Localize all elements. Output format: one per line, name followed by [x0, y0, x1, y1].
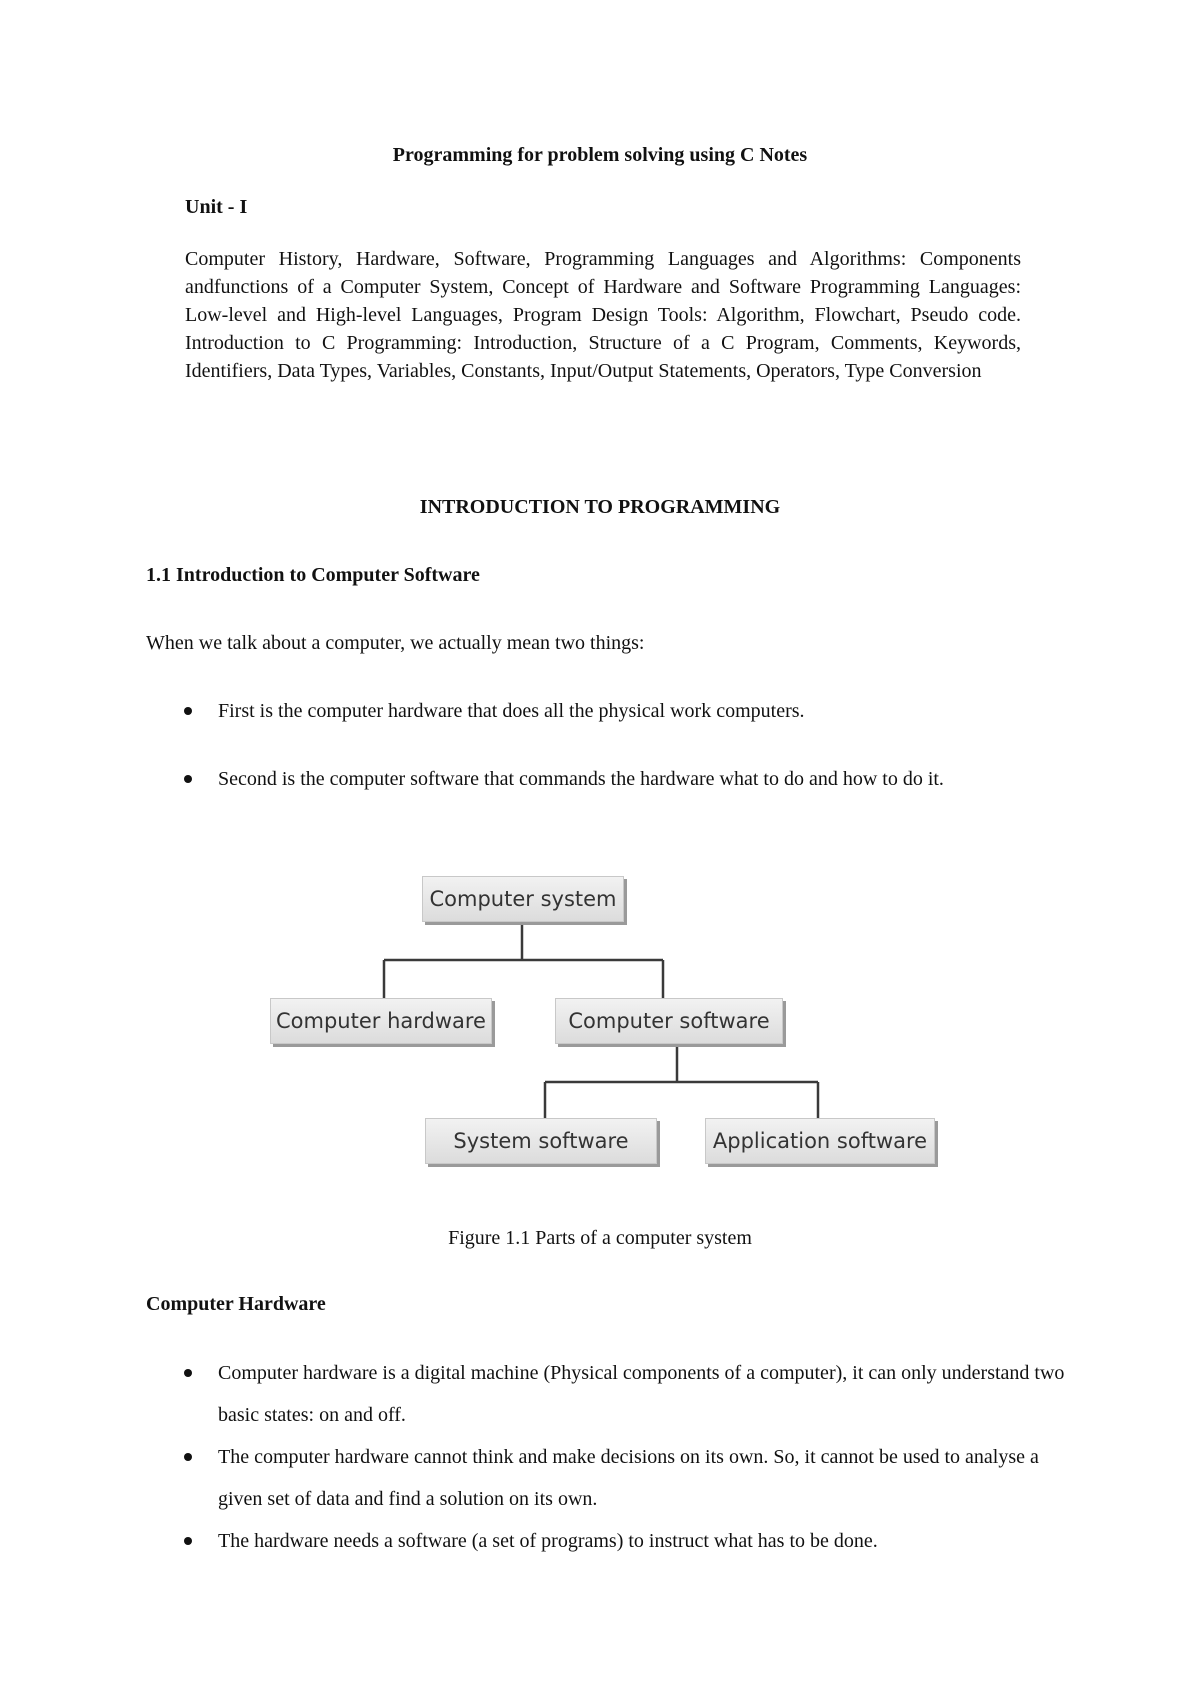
list-item [146, 690, 1066, 732]
node-application-software: Application software [705, 1118, 935, 1164]
node-computer-software: Computer software [555, 998, 783, 1044]
unit-label: Unit - I [185, 196, 248, 218]
list-item-text: First is the computer hardware that does all the physical work computers. [218, 700, 805, 722]
list-item [146, 1352, 1066, 1436]
list-item [146, 758, 1066, 800]
bullet-icon [184, 1537, 192, 1545]
list-item-text: Computer hardware is a digital machine (Physical components of a computer), it can only understand two basic states: on and off. [218, 1362, 1065, 1426]
hardware-bullet-list [146, 1352, 1066, 1562]
node-computer-system: Computer system [422, 876, 624, 922]
figure-caption: Figure 1.1 Parts of a computer system [448, 1227, 752, 1249]
document-title: Programming for problem solving using C Notes [392, 144, 808, 166]
bullet-icon [184, 707, 192, 715]
bullet-icon [184, 775, 192, 783]
bullet-icon [184, 1453, 192, 1461]
bullet-icon [184, 1369, 192, 1377]
list-item [146, 1436, 1066, 1520]
hardware-section-title: Computer Hardware [146, 1293, 326, 1315]
list-item-text: Second is the computer software that commands the hardware what to do and how to do it. [218, 768, 944, 790]
node-system-software: System software [425, 1118, 657, 1164]
node-computer-hardware: Computer hardware [270, 998, 492, 1044]
intro-bullet-list [146, 690, 1066, 826]
section-title: INTRODUCTION TO PROGRAMMING [419, 496, 781, 518]
list-item [146, 1520, 1066, 1562]
intro-paragraph: When we talk about a computer, we actually mean two things: [146, 632, 645, 654]
list-item-text: The hardware needs a software (a set of programs) to instruct what has to be done. [218, 1530, 878, 1552]
syllabus-paragraph: Computer History, Hardware, Software, Programming Languages and Algorithms: Components andfunctions of a Computer System, Concept of Hardware and Software Programming Languages: Low-level and High-level Languages, Program Design Tools: Algorithm, Flowchart, Pseudo code. Introduction to C Programming: Introduction, Structure of a C Program, Comments, Keywords, Identifiers, Data Types, Variables, Constants, Input/Output Statements, Operators, Type Conversion [185, 248, 1021, 382]
subsection-title: 1.1 Introduction to Computer Software [146, 564, 480, 586]
list-item-text: The computer hardware cannot think and make decisions on its own. So, it cannot be used to analyse a given set of data and find a solution on its own. [218, 1446, 1039, 1510]
